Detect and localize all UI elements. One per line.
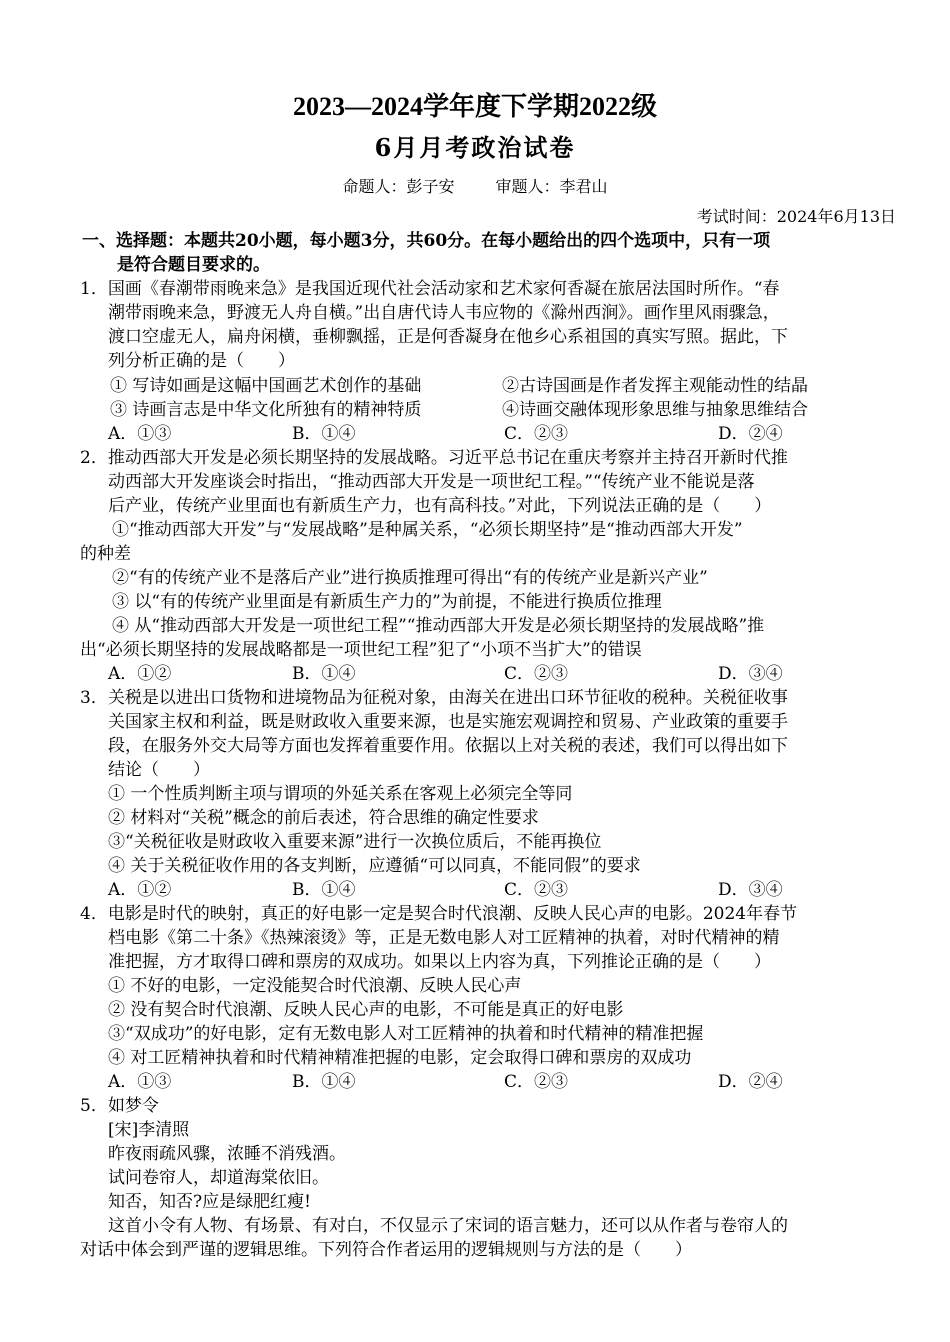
q2-option-d: D．③④ <box>718 664 783 684</box>
q2-option-a: A．①② <box>108 664 172 684</box>
q2-statement: ②“有的传统产业不是落后产业”进行换质推理可得出“有的传统产业是新兴产业” <box>112 568 708 588</box>
q1-stem: 1．国画《春潮带雨晚来急》是我国近现代社会活动家和艺术家何香凝在旅居法国时所作。“春 <box>80 279 780 299</box>
reviewer: 审题人：李君山 <box>495 177 608 196</box>
q3-option-d: D．③④ <box>718 880 783 900</box>
q1-stem: 渡口空虚无人，扁舟闲横，垂柳飘摇，正是何香凝身在他乡心系祖国的真实写照。据此，下 <box>108 327 788 347</box>
q3-statement: ② 材料对“关税”概念的前后表述，符合思维的确定性要求 <box>108 808 539 828</box>
q3-statement: ③“关税征收是财政收入重要来源”进行一次换位质后，不能再换位 <box>108 832 602 852</box>
q1-statement: ②古诗国画是作者发挥主观能动性的结晶 <box>502 376 808 396</box>
q4-statement: ② 没有契合时代浪潮、反映人民心声的电影，不可能是真正的好电影 <box>108 1000 624 1020</box>
q3-stem: 关国家主权和利益，既是财政收入重要来源，也是实施宏观调控和贸易、产业政策的重要手 <box>108 712 788 732</box>
q2-stem: 后产业，传统产业里面也有新质生产力，也有高科技。”对此，下列说法正确的是（ ） <box>108 496 772 516</box>
q3-statement: ① 一个性质判断主项与谓项的外延关系在客观上必须完全等同 <box>108 784 573 804</box>
q1-option-b: B．①④ <box>292 424 356 444</box>
q5-title: 5．如梦令 <box>80 1096 159 1116</box>
q4-statement: ① 不好的电影，一定没能契合时代浪潮、反映人民心声 <box>108 976 522 996</box>
q3-option-b: B．①④ <box>292 880 356 900</box>
section-heading: 一、选择题：本题共20小题，每小题3分，共60分。在每小题给出的四个选项中，只有一项 <box>82 231 771 251</box>
q5-stem: 对话中体会到严谨的逻辑思维。下列符合作者运用的逻辑规则与方法的是（ ） <box>80 1240 692 1260</box>
q2-stem: 动西部大开发座谈会时指出，“推动西部大开发是一项世纪工程。”“传统产业不能说是落 <box>108 472 755 492</box>
q2-stem: 2．推动西部大开发是必须长期坚持的发展战略。习近平总书记在重庆考察并主持召开新时代推 <box>80 448 788 468</box>
q2-option-c: C．②③ <box>504 664 569 684</box>
q4-option-d: D．②④ <box>718 1072 783 1092</box>
q3-option-c: C．②③ <box>504 880 569 900</box>
exam-title-line1: 2023—2024学年度下学期2022级 <box>292 92 657 121</box>
q2-statement: 的种差 <box>80 544 131 564</box>
q1-statement: ③ 诗画言志是中华文化所独有的精神特质 <box>110 400 422 420</box>
q4-option-b: B．①④ <box>292 1072 356 1092</box>
q1-option-a: A．①③ <box>108 424 172 444</box>
q2-statement: 出“必须长期坚持的发展战略都是一项世纪工程”犯了“小项不当扩大”的错误 <box>80 640 642 660</box>
q4-option-c: C．②③ <box>504 1072 569 1092</box>
q5-poem-line: 知否，知否?应是绿肥红瘦! <box>108 1192 311 1212</box>
q5-poem-line: 昨夜雨疏风骤，浓睡不消残酒。 <box>108 1144 346 1164</box>
q2-option-b: B．①④ <box>292 664 356 684</box>
q4-option-a: A．①③ <box>108 1072 172 1092</box>
q4-statement: ③“双成功”的好电影，定有无数电影人对工匠精神的执着和时代精神的精准把握 <box>108 1024 704 1044</box>
exam-title-line2: 6月月考政治试卷 <box>374 133 576 162</box>
q3-stem: 3．关税是以进出口货物和进境物品为征税对象，由海关在进出口环节征收的税种。关税征收事 <box>80 688 788 708</box>
exam-time: 考试时间：2024年6月13日 <box>696 207 896 226</box>
section-heading-cont: 是符合题目要求的。 <box>117 255 270 275</box>
q4-stem: 档电影《第二十条》《热辣滚烫》等，正是无数电影人对工匠精神的执着，对时代精神的精 <box>108 928 780 948</box>
q1-option-c: C．②③ <box>504 424 569 444</box>
authors-line <box>0 174 950 197</box>
q5-poem-author: [宋]李清照 <box>108 1120 190 1140</box>
q2-statement: ③ 以“有的传统产业里面是有新质生产力的”为前提，不能进行换质位推理 <box>112 592 662 612</box>
q4-statement: ④ 对工匠精神执着和时代精神精准把握的电影，定会取得口碑和票房的双成功 <box>108 1048 692 1068</box>
q1-statement: ① 写诗如画是这幅中国画艺术创作的基础 <box>110 376 422 396</box>
q3-stem: 结论（ ） <box>108 760 210 780</box>
q1-option-d: D．②④ <box>718 424 783 444</box>
q3-statement: ④ 关于关税征收作用的各支判断，应遵循“可以同真，不能同假”的要求 <box>108 856 641 876</box>
q1-stem: 列分析正确的是（ ） <box>108 351 295 371</box>
q2-statement: ④ 从“推动西部大开发是一项世纪工程”“推动西部大开发是必须长期坚持的发展战略”推 <box>112 616 765 636</box>
q2-statement: ①“推动西部大开发”与“发展战略”是种属关系，“必须长期坚持”是“推动西部大开发” <box>112 520 743 540</box>
q5-poem-line: 试问卷帘人，却道海棠依旧。 <box>108 1168 329 1188</box>
proposer: 命题人：彭子安 <box>342 177 455 196</box>
q5-stem: 这首小令有人物、有场景、有对白，不仅显示了宋词的语言魅力，还可以从作者与卷帘人的 <box>108 1216 788 1236</box>
q4-stem: 4．电影是时代的映射，真正的好电影一定是契合时代浪潮、反映人民心声的电影。2024年春节 <box>80 904 798 924</box>
q3-stem: 段，在服务外交大局等方面也发挥着重要作用。依据以上对关税的表述，我们可以得出如下 <box>108 736 788 756</box>
q1-statement: ④诗画交融体现形象思维与抽象思维结合 <box>502 400 808 420</box>
q3-option-a: A．①② <box>108 880 172 900</box>
q4-stem: 准把握，方才取得口碑和票房的双成功。如果以上内容为真，下列推论正确的是（ ） <box>108 952 771 972</box>
q1-stem: 潮带雨晚来急，野渡无人舟自横。”出自唐代诗人韦应物的《滁州西涧》。画作里风雨骤急， <box>108 303 780 323</box>
